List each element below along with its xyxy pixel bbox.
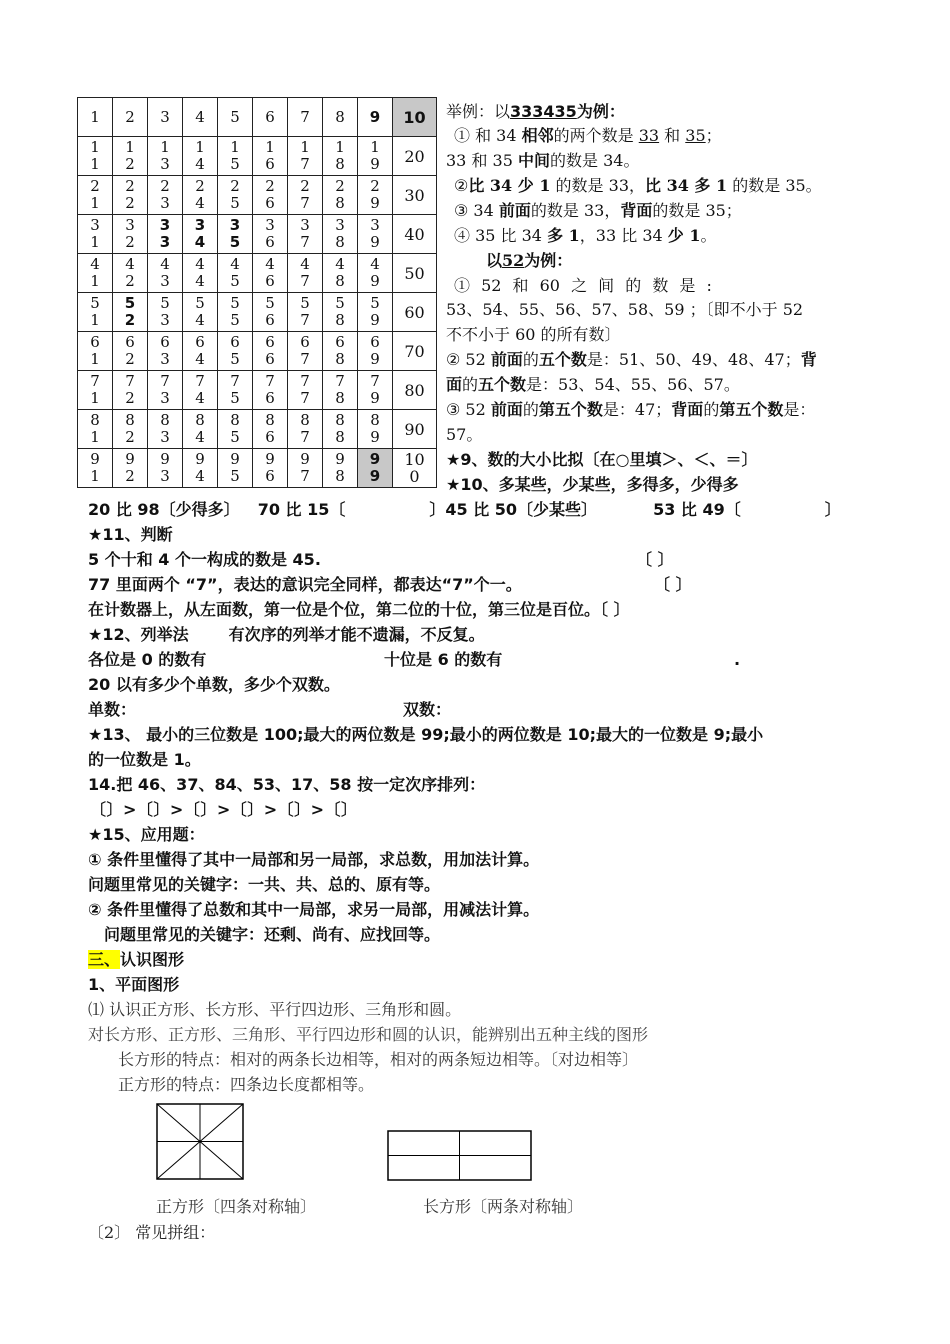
keyword-more-1: 多 1 [547, 226, 580, 245]
grid-cell: 1 9 [358, 137, 393, 176]
grid-cell: 6 5 [218, 332, 253, 371]
section-15-heading: ★15、应用题： [88, 825, 205, 844]
grid-cell: 1 4 [183, 137, 218, 176]
grid-cell: 8 9 [358, 410, 393, 449]
more-less-line [454, 173, 822, 198]
keyword-fifth: 第五个数 [719, 400, 784, 419]
odd-label: 单数： [88, 700, 137, 719]
grid-cell: 3 2 [113, 215, 148, 254]
grid-cell: 3 1 [78, 215, 113, 254]
grid-cell: 1 7 [288, 137, 323, 176]
grid-cell: 4 6 [253, 254, 288, 293]
grid-cell: 2 [113, 98, 148, 137]
judge-answer-1[interactable]: 〔 〕 [636, 550, 674, 569]
grid-cell: 9 1 [78, 449, 113, 488]
text: 是：53、54、55、56、57。 [526, 375, 740, 394]
compare-a: 20 比 98〔少得多〕 [88, 500, 240, 519]
grid-cell: 7 [288, 98, 323, 137]
text: 的数是 34。 [550, 151, 640, 170]
judge-item-1: 5 个十和 4 个一构成的数是 45. [88, 550, 321, 569]
grid-cell: 10 [393, 98, 437, 137]
grid-cell: 5 3 [148, 293, 183, 332]
grid-row [78, 254, 437, 293]
text: 的 [462, 375, 479, 394]
number-33: 33 [638, 126, 660, 145]
common-combinations-heading: 〔2〕 常见拼组： [88, 1223, 216, 1242]
grid-cell: 6 8 [323, 332, 358, 371]
grid-cell: 1 5 [218, 137, 253, 176]
keyword-fifth: 第五个数 [538, 400, 603, 419]
grid-cell: 2 3 [148, 176, 183, 215]
text: ② [454, 176, 469, 195]
grid-cell: 6 2 [113, 332, 148, 371]
judge-answer-2[interactable]: 〔 〕 [654, 575, 692, 594]
plane-shapes-item-1: ⑴ 认识正方形、长方形、平行四边形、三角形和圆。 [88, 1000, 462, 1019]
text: 的数是 33， [530, 201, 621, 220]
grid-cell: 1 [78, 98, 113, 137]
section-12-heading [88, 622, 485, 647]
text: 的 [522, 400, 539, 419]
compare-line [454, 223, 717, 248]
text: ④ 35 比 34 [454, 226, 548, 245]
grid-row [78, 410, 437, 449]
keyword-five: 五个数 [538, 350, 587, 369]
grid-row [78, 332, 437, 371]
keyword-front: 前面 [490, 350, 523, 369]
grid-row [78, 449, 437, 488]
example-head-text: 举例：以 [446, 102, 511, 121]
grid-row [78, 176, 437, 215]
text: 是：51、50、49、48、47； [586, 350, 801, 369]
grid-cell: 3 4 [183, 215, 218, 254]
grid-cell: 3 7 [288, 215, 323, 254]
grid-cell: 7 6 [253, 371, 288, 410]
grid-cell: 80 [393, 371, 437, 410]
grid-cell: 4 1 [78, 254, 113, 293]
addition-keywords: 问题里常见的关键字：一共、共、总的、原有等。 [88, 875, 441, 894]
grid-cell: 1 2 [113, 137, 148, 176]
grid-cell: 4 7 [288, 254, 323, 293]
grid-cell: 4 5 [218, 254, 253, 293]
grid-cell: 7 5 [218, 371, 253, 410]
keyword-front: 前面 [490, 400, 523, 419]
section-3-heading [88, 947, 184, 972]
keyword-back: 背面 [671, 400, 704, 419]
grid-cell: 50 [393, 254, 437, 293]
fifth-line-end: 57。 [446, 425, 483, 444]
grid-cell: 7 3 [148, 371, 183, 410]
text: 和 [659, 126, 686, 145]
text: ； [705, 126, 722, 145]
hundred-chart [77, 97, 437, 488]
back-five-line [446, 372, 740, 397]
grid-cell: 5 5 [218, 293, 253, 332]
judge-item-2: 77 里面两个 “7”，表达的意识完全同样，都表达“7”个一。 [88, 575, 522, 594]
grid-cell: 3 8 [323, 215, 358, 254]
keyword-back: 面 [446, 375, 463, 394]
grid-cell: 2 9 [358, 176, 393, 215]
grid-cell: 2 7 [288, 176, 323, 215]
fifth-line [446, 397, 815, 422]
keyword-more: 比 34 多 1 [645, 176, 728, 195]
enum-end-dot: . [734, 650, 741, 669]
between-note: 不不小于 60 的所有数〕 [446, 325, 621, 344]
grid-cell: 5 1 [78, 293, 113, 332]
grid-cell: 8 1 [78, 410, 113, 449]
middle-line [446, 148, 639, 173]
grid-cell: 7 2 [113, 371, 148, 410]
compare-e: 〕 [824, 500, 841, 519]
grid-cell: 3 [148, 98, 183, 137]
text: 为例： [524, 251, 573, 270]
text: 33 和 35 [446, 151, 518, 170]
grid-cell: 9 9 [358, 449, 393, 488]
grid-cell: 40 [393, 215, 437, 254]
plane-shapes-heading: 1、平面图形 [88, 975, 180, 994]
front-back-line [454, 198, 742, 223]
text: 的数是 35。 [727, 176, 822, 195]
grid-cell: 6 [253, 98, 288, 137]
keyword-back: 背面 [620, 201, 653, 220]
grid-cell: 10 0 [393, 449, 437, 488]
grid-cell: 9 6 [253, 449, 288, 488]
grid-cell: 6 1 [78, 332, 113, 371]
grid-cell: 7 7 [288, 371, 323, 410]
grid-cell: 2 8 [323, 176, 358, 215]
grid-cell: 6 3 [148, 332, 183, 371]
text: ② 52 [446, 350, 491, 369]
keyword-less: 比 34 少 1 [468, 176, 551, 195]
square-caption: 正方形〔四条对称轴〕 [156, 1197, 317, 1216]
grid-cell: 4 8 [323, 254, 358, 293]
grid-cell: 8 7 [288, 410, 323, 449]
section-14-text: 14.把 46、37、84、53、17、58 按一定次序排列： [88, 775, 486, 794]
grid-cell: 9 3 [148, 449, 183, 488]
grid-cell: 8 6 [253, 410, 288, 449]
text: 以 [486, 251, 503, 270]
grid-cell: 2 1 [78, 176, 113, 215]
grid-cell: 1 1 [78, 137, 113, 176]
grid-cell: 4 3 [148, 254, 183, 293]
grid-cell: 8 [323, 98, 358, 137]
compare-c: 〕45 比 50〔少某些〕 [429, 500, 598, 519]
grid-cell: 5 [218, 98, 253, 137]
text: ① 和 34 [454, 126, 522, 145]
front-five-line [446, 347, 817, 372]
addition-rule: ① 条件里懂得了其中一局部和另一局部，求总数，用加法计算。 [88, 850, 540, 869]
square-feature: 正方形的特点：四条边长度都相等。 [118, 1075, 375, 1094]
text: 的数是 33， [550, 176, 646, 195]
grid-cell: 8 5 [218, 410, 253, 449]
grid-cell: 8 2 [113, 410, 148, 449]
grid-cell: 1 8 [323, 137, 358, 176]
section-12-note: 有次序的列举才能不遗漏，不反复。 [228, 625, 485, 644]
grid-cell: 5 2 [113, 293, 148, 332]
grid-row [78, 371, 437, 410]
example-tail-text: 为例： [576, 102, 625, 121]
grid-cell: 3 6 [253, 215, 288, 254]
grid-cell: 8 3 [148, 410, 183, 449]
grid-cell: 3 5 [218, 215, 253, 254]
grid-cell: 7 9 [358, 371, 393, 410]
grid-row [78, 98, 437, 137]
grid-row [78, 137, 437, 176]
grid-cell: 9 4 [183, 449, 218, 488]
grid-cell: 9 8 [323, 449, 358, 488]
grid-cell: 70 [393, 332, 437, 371]
grid-cell: 30 [393, 176, 437, 215]
grid-cell: 2 5 [218, 176, 253, 215]
grid-cell: 7 8 [323, 371, 358, 410]
grid-cell: 5 8 [323, 293, 358, 332]
grid-cell: 4 [183, 98, 218, 137]
keyword-middle: 中间 [517, 151, 550, 170]
section-9-heading: ★9、数的大小比拟〔在○里填＞、＜、＝〕 [446, 450, 758, 469]
grid-cell: 4 4 [183, 254, 218, 293]
compare-row [88, 497, 841, 522]
grid-cell: 5 6 [253, 293, 288, 332]
grid-cell: 9 [358, 98, 393, 137]
text: 的数是 35； [652, 201, 742, 220]
grid-cell: 6 9 [358, 332, 393, 371]
odd-even-question: 20 以有多少个单数，多少个双数。 [88, 675, 340, 694]
text: 的两个数是 [553, 126, 639, 145]
text: 是： [783, 400, 816, 419]
grid-cell: 20 [393, 137, 437, 176]
section-13-text-cont: 的一位数是 1。 [88, 750, 201, 769]
between-line: ① 52 和 60 之 间 的 数 是 : [454, 276, 712, 295]
text: 的 [522, 350, 539, 369]
grid-cell: 9 2 [113, 449, 148, 488]
grid-cell: 2 6 [253, 176, 288, 215]
grid-cell: 5 9 [358, 293, 393, 332]
number-35: 35 [685, 126, 706, 145]
section-13-text: ★13、 最小的三位数是 100;最大的两位数是 99;最小的两位数是 10;最大的一位数是 9;最小 [88, 725, 764, 744]
text: ③ 34 [454, 201, 499, 220]
plane-shapes-recognition: 对长方形、正方形、三角形、平行四边形和圆的认识，能辨别出五种主线的图形 [88, 1025, 649, 1044]
section-12-title: ★12、列举法 [88, 625, 189, 644]
grid-cell: 5 4 [183, 293, 218, 332]
grid-cell: 8 4 [183, 410, 218, 449]
keyword-five: 五个数 [478, 375, 527, 394]
grid-cell: 3 9 [358, 215, 393, 254]
grid-cell: 2 2 [113, 176, 148, 215]
grid-row [78, 293, 437, 332]
grid-cell: 3 3 [148, 215, 183, 254]
rectangle-feature: 长方形的特点：相对的两条长边相等，相对的两条短边相等。〔对边相等〕 [118, 1050, 639, 1069]
rectangle-symmetry-figure [387, 1130, 532, 1181]
grid-cell: 9 7 [288, 449, 323, 488]
subtraction-keywords: 问题里常见的关键字：还剩、尚有、应找回等。 [104, 925, 441, 944]
text: 。 [700, 226, 717, 245]
keyword-back: 背 [800, 350, 817, 369]
compare-d: 53 比 49〔 [653, 500, 741, 519]
grid-cell: 4 9 [358, 254, 393, 293]
grid-cell: 7 4 [183, 371, 218, 410]
grid-cell: 2 4 [183, 176, 218, 215]
text: ③ 52 [446, 400, 491, 419]
even-label: 双数： [403, 700, 452, 719]
enum-tens-six: 十位是 6 的数有 [384, 650, 503, 669]
grid-cell: 7 1 [78, 371, 113, 410]
enum-ones-zero: 各位是 0 的数有 [88, 650, 207, 669]
example-52-heading [486, 248, 572, 273]
keyword-front: 前面 [498, 201, 531, 220]
compare-b: 70 比 15〔 [257, 500, 346, 519]
example-numbers: 333435 [510, 102, 577, 121]
section-10-heading: ★10、多某些，少某些，多得多，少得多 [446, 475, 739, 494]
grid-row [78, 215, 437, 254]
keyword-less-1: 少 1 [667, 226, 701, 245]
example-heading [446, 99, 625, 124]
section-3-number: 三、 [88, 950, 121, 969]
grid-cell: 6 6 [253, 332, 288, 371]
keyword-adjacent: 相邻 [521, 126, 554, 145]
section-11-heading: ★11、判断 [88, 525, 173, 544]
text: ，33 比 34 [579, 226, 668, 245]
grid-cell: 6 7 [288, 332, 323, 371]
section-3-title: 认识图形 [120, 950, 185, 969]
judge-item-3: 在计数器上，从左面数，第一位是个位，第二位的十位，第三位是百位。〔 〕 [88, 600, 630, 619]
text: 是：47； [602, 400, 672, 419]
neighbor-line [454, 123, 722, 148]
subtraction-rule: ② 条件里懂得了总数和其中一局部，求另一局部，用减法计算。 [88, 900, 540, 919]
square-symmetry-figure [156, 1103, 244, 1180]
grid-cell: 1 6 [253, 137, 288, 176]
grid-cell: 60 [393, 293, 437, 332]
section-14-order-blanks[interactable]: 〔〕>〔〕>〔〕>〔〕>〔〕>〔〕 [90, 800, 358, 819]
grid-cell: 4 2 [113, 254, 148, 293]
grid-cell: 1 3 [148, 137, 183, 176]
grid-cell: 90 [393, 410, 437, 449]
grid-cell: 5 7 [288, 293, 323, 332]
between-values: 53、54、55、56、57、58、59 ；〔即不小于 52 [446, 300, 804, 319]
grid-cell: 8 8 [323, 410, 358, 449]
number-52: 52 [502, 251, 525, 270]
grid-cell: 6 4 [183, 332, 218, 371]
grid-cell: 9 5 [218, 449, 253, 488]
text: 的 [703, 400, 720, 419]
rectangle-caption: 长方形〔两条对称轴〕 [423, 1197, 584, 1216]
